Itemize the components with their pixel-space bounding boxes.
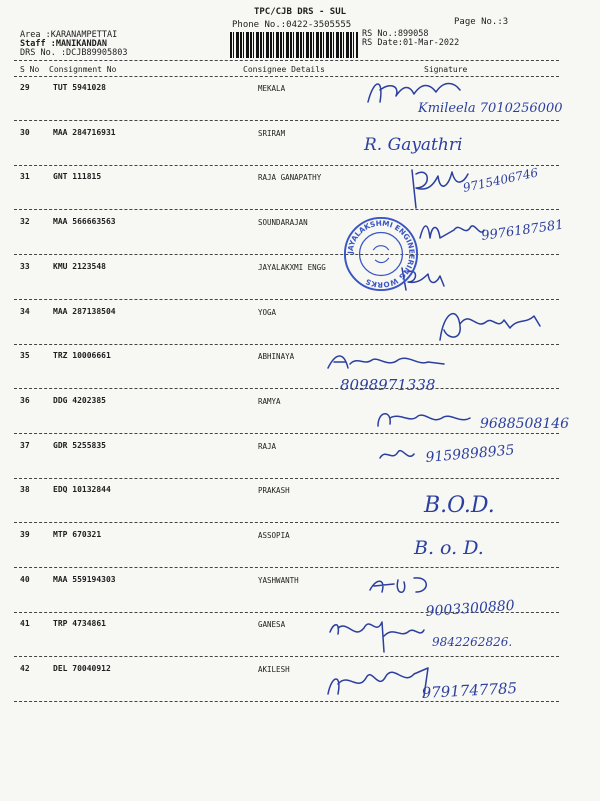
row-consignment-no: TUT 5941028 xyxy=(53,83,106,92)
row-consignment-no: KMU 2123548 xyxy=(53,261,106,271)
row-consignment-no: DEL 70040912 xyxy=(53,664,111,674)
row-sno: 31 xyxy=(20,172,30,182)
row-sno: 41 xyxy=(20,619,30,629)
page-number: Page No.:3 xyxy=(454,17,509,27)
row-sno: 40 xyxy=(20,574,30,584)
phone-number: Phone No.:0422-3505555 xyxy=(232,20,352,30)
signature-row-42 xyxy=(318,656,578,710)
row-consignee: YASHWANTH xyxy=(258,575,299,585)
row-sno: 34 xyxy=(20,306,30,316)
signature-row-29 xyxy=(360,72,563,122)
signature-row-41 xyxy=(324,612,554,662)
staff-label: Staff :MANIKANDAN xyxy=(20,39,107,49)
row-consignment-no: TRZ 10006661 xyxy=(53,351,111,361)
row-consignee: RAJA xyxy=(258,441,277,451)
signature-text: B.O.D. xyxy=(424,493,495,518)
row-consignment-no: DDG 4202385 xyxy=(53,395,106,405)
svg-text:JAYALAKSHMI ENGINEERING WORKS xyxy=(346,219,417,290)
row-consignee: PRAKASH xyxy=(258,486,290,496)
row-consignee: ASSOPIA xyxy=(258,531,290,540)
signature-text: 9715406746 xyxy=(461,165,540,195)
row-sno: 38 xyxy=(20,485,30,495)
signature-text: R. Gayathri xyxy=(364,135,463,155)
row-consignee: SOUNDARAJAN xyxy=(258,218,308,228)
row-divider xyxy=(14,567,559,568)
signature-text: Kmileela 7010256000 xyxy=(418,101,563,116)
column-consignment: Consignment No xyxy=(49,65,117,74)
signature-row-32 xyxy=(414,208,594,254)
area-label: Area :KARANAMPETTAI xyxy=(20,30,118,40)
signature-row-38 xyxy=(420,484,530,524)
row-divider xyxy=(14,254,559,255)
signature-text: 9688508146 xyxy=(480,416,570,432)
row-sno: 35 xyxy=(20,351,30,361)
signature-text: 9003300880 xyxy=(425,597,516,620)
row-consignment-no: GDR 5255835 xyxy=(53,440,106,450)
barcode-icon xyxy=(230,32,358,58)
rs-number: RS No.:899058 xyxy=(362,29,429,39)
signature-text: 9976187581 xyxy=(480,217,565,244)
row-consignment-no: MAA 559194303 xyxy=(53,574,116,584)
row-consignee: GANESA xyxy=(258,620,286,630)
row-consignee: AKILESH xyxy=(258,665,290,675)
row-sno: 36 xyxy=(20,395,30,405)
row-sno: 39 xyxy=(20,530,30,539)
row-consignment-no: EDQ 10132844 xyxy=(53,485,111,495)
row-consignee: ABHINAYA xyxy=(258,352,295,362)
column-signature: Signature xyxy=(424,65,468,74)
company-stamp-icon xyxy=(342,215,420,293)
row-consignee: RAJA GANAPATHY xyxy=(258,173,322,183)
row-sno: 42 xyxy=(20,664,30,674)
signature-text: 8098971338 xyxy=(340,376,436,394)
signature-text: 9159898935 xyxy=(424,442,516,466)
row-consignee: SRIRAM xyxy=(258,128,286,138)
column-consignee: Consignee Details xyxy=(243,65,325,74)
row-sno: 32 xyxy=(20,217,30,227)
rs-date: RS Date:01-Mar-2022 xyxy=(362,38,460,48)
row-sno: 30 xyxy=(20,127,30,137)
row-consignee: MEKALA xyxy=(258,84,286,93)
row-consignment-no: MAA 287138504 xyxy=(53,306,116,316)
row-consignee: JAYALAKXMI ENGG xyxy=(258,262,326,272)
signature-row-37 xyxy=(372,436,572,484)
row-consignment-no: MAA 566663563 xyxy=(53,217,116,227)
row-consignment-no: GNT 111815 xyxy=(53,172,102,182)
signature-text: B. o. D. xyxy=(414,537,484,559)
row-consignee: YOGA xyxy=(258,307,277,317)
row-sno: 33 xyxy=(20,261,30,271)
signature-text: 9842262826. xyxy=(432,635,513,649)
signature-row-39 xyxy=(410,528,520,564)
row-consignment-no: MAA 284716931 xyxy=(53,127,116,137)
row-sno: 37 xyxy=(20,440,30,450)
row-consignment-no: TRP 4734861 xyxy=(53,619,106,629)
drs-number: DRS No. :DCJB89905803 xyxy=(20,48,128,58)
header-divider xyxy=(14,60,559,61)
document-title: TPC/CJB DRS - SUL xyxy=(253,7,347,17)
stamp-text: JAYALAKSHMI ENGINEERING WORKS xyxy=(345,218,417,290)
row-consignment-no: MTP 670321 xyxy=(53,530,102,539)
column-sno: S No xyxy=(20,65,40,74)
signature-row-34 xyxy=(430,300,560,348)
row-consignee: RAMYA xyxy=(258,396,281,406)
row-sno: 29 xyxy=(20,83,30,92)
signature-row-30 xyxy=(360,124,530,164)
signature-row-35 xyxy=(318,346,498,398)
signature-text: 9791747785 xyxy=(421,679,518,702)
signature-row-36 xyxy=(370,402,600,438)
